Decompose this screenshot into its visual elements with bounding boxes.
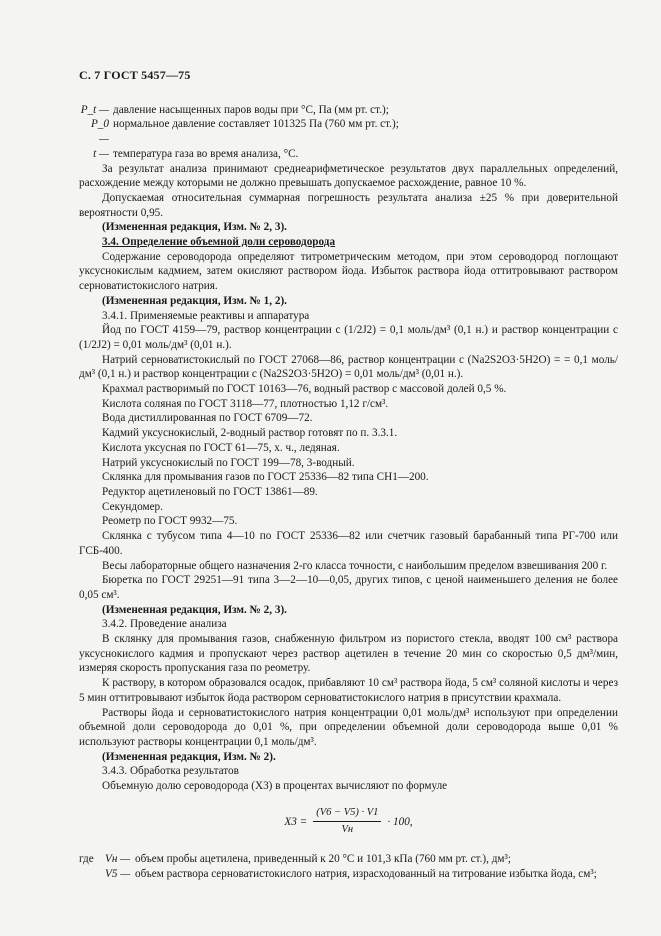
reagent-item: Редуктор ацетиленовый по ГОСТ 13861—89.: [102, 485, 318, 498]
definition-text: температура газа во время анализа, °C.: [113, 147, 299, 160]
reagent-item: Склянка для промывания газов по ГОСТ 25336—82 типа СН1—200.: [102, 471, 429, 484]
formula-numerator: (V6 − V5) · V1: [313, 806, 381, 823]
variable-text: объем пробы ацетилена, приведенный к 20 °C и 101,3 кПа (760 мм рт. ст.), дм³;: [135, 853, 511, 866]
where-word: [79, 867, 105, 882]
paragraph: В склянку для промывания газов, снабженную фильтром из пористого стекла, вводят 100 см³ раствора уксуснокислого кадмия и пропускают через раствор ацетилен в течение 20 мин со скоростью 0,5 дм³/мин, измеряя скорость пропускания газа по реометру.: [79, 633, 618, 675]
reagent-item: Крахмал растворимый по ГОСТ 10163—76, водный раствор с массовой долей 0,5 %.: [102, 383, 507, 396]
paragraph: За результат анализа принимают среднеарифметическое результатов двух параллельных определений, расхождение между которыми не должно превышать допускаемое расхождение, равное 10 %.: [79, 162, 618, 190]
formula-rhs: · 100,: [387, 815, 413, 828]
definition-symbol: P_t —: [80, 103, 109, 116]
section-heading: [79, 235, 618, 250]
edition-note: (Измененная редакция, Изм. № 2, 3).: [102, 221, 287, 234]
reagent-item: Йод по ГОСТ 4159—79, раствор концентрации c (1/2J2) = 0,1 моль/дм³ (0,1 н.) и раствор концентрации c (1/2J2) = 0,01 моль/дм³ (0,01 н.).: [79, 324, 618, 351]
edition-note: (Измененная редакция, Изм. № 1, 2).: [102, 294, 287, 307]
definition-symbol: P_0 —: [90, 118, 109, 146]
definition-row: [79, 117, 618, 146]
reagent-item: Бюретка по ГОСТ 29251—91 типа 3—2—10—0,05, других типов, с ценой наименьшего деления не более 0,05 см³.: [79, 574, 618, 601]
definition-text: нормальное давление составляет 101325 Па (760 мм рт. ст.);: [113, 118, 399, 131]
reagent-item: Кадмий уксуснокислый, 2-водный раствор готовят по п. 3.3.1.: [102, 427, 398, 440]
variable-definition: [79, 867, 618, 882]
subsection-heading: 3.4.3. Обработка результатов: [102, 765, 239, 778]
variable-symbol: V5 —: [105, 867, 131, 880]
paragraph: Содержание сероводорода определяют титрометрическим методом, при этом сероводород поглощают уксуснокислым кадмием, затем окисляют раствором йода. Избыток раствора йода оттитровывают раствором серноватистокислого натрия.: [79, 250, 618, 293]
reagent-item: Вода дистиллированная по ГОСТ 6709—72.: [102, 412, 313, 425]
formula-fraction: [313, 806, 381, 838]
variable-text: объем раствора серноватистокислого натрия, израсходованный на титрование избытка йода, см³;: [135, 867, 597, 880]
reagent-item: Натрий уксуснокислый по ГОСТ 199—78, 3-водный.: [102, 456, 355, 469]
paragraph: Растворы йода и серноватистокислого натрия концентрации 0,01 моль/дм³ используют при определении объемной доли сероводорода до 0,01 %, при определении объемной доли сероводорода выше 0,01 % используют растворы концентрации 0,1 моль/дм³.: [79, 706, 618, 748]
formula-lhs: X3 =: [284, 815, 308, 828]
paragraph: К раствору, в котором образовался осадок, прибавляют 10 см³ раствора йода, 5 см³ соляной кислоты и через 5 мин оттитровывают избыток йода раствором серноватистокислого натрия в присутствии крахмала.: [79, 677, 618, 704]
reagent-item: Натрий серноватистокислый по ГОСТ 27068—86, раствор концентрации c (Na2S2O3·5H2O) = = 0,1 моль/дм³ (0,1 н.) и раствор концентрации c (Na2S2O3·5H2O) = 0,01 моль/дм³ (0,01 н.).: [79, 353, 618, 381]
definition-row: [79, 147, 618, 162]
paragraph: Допускаемая относительная суммарная погрешность результата анализа ±25 % при доверительной вероятности 0,95.: [79, 191, 618, 219]
where-word: где: [79, 853, 94, 866]
definition-text: давление насыщенных паров воды при °C, Па (мм рт. ст.);: [113, 103, 389, 116]
variable-symbol: Vн —: [105, 853, 131, 866]
reagent-item: Кислота уксусная по ГОСТ 61—75, х. ч., ледяная.: [102, 441, 340, 454]
reagent-item: Реометр по ГОСТ 9932—75.: [102, 515, 238, 528]
definition-row: [79, 103, 618, 118]
reagent-item: Кислота соляная по ГОСТ 3118—77, плотностью 1,12 г/см³.: [102, 397, 389, 410]
paragraph: Объемную долю сероводорода (X3) в процентах вычисляют по формуле: [102, 780, 448, 793]
reagent-item: Секундомер.: [102, 500, 163, 513]
section-title: 3.4. Определение объемной доли сероводорода: [102, 236, 336, 249]
page-header: С. 7 ГОСТ 5457—75: [79, 68, 191, 82]
variable-definition: [79, 852, 618, 867]
subsection-heading: 3.4.1. Применяемые реактивы и аппаратура: [102, 309, 310, 322]
edition-note: (Измененная редакция, Изм. № 2, 3).: [102, 603, 287, 616]
edition-note: (Измененная редакция, Изм. № 2).: [102, 750, 276, 763]
formula: [79, 806, 618, 838]
formula-denominator: Vн: [341, 824, 354, 836]
reagent-item: Весы лабораторные общего назначения 2-го класса точности, с наибольшим пределом взвешивания 200 г.: [102, 559, 608, 572]
subsection-heading: 3.4.2. Проведение анализа: [102, 618, 227, 631]
definition-symbol: t —: [93, 147, 109, 160]
reagent-item: Склянка с тубусом типа 4—10 по ГОСТ 25336—82 или счетчик газовый барабанный типа РГ-700 или ГСБ-400.: [79, 530, 618, 557]
